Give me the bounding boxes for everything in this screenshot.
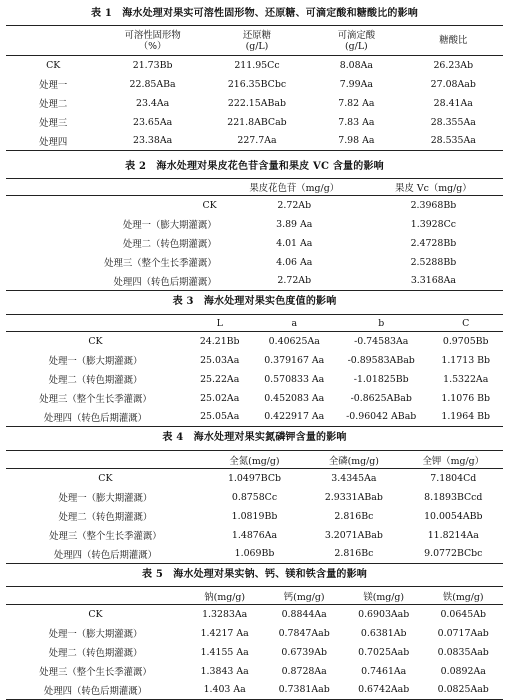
row-label: CK — [98, 472, 113, 484]
table-cell: 3.89 Aa — [276, 218, 313, 230]
table-5-caption: 表 5 海水处理对果实钠、钙、镁和铁含量的影响 — [141, 569, 368, 580]
table-cell: 1.3928Cc — [410, 218, 457, 230]
table-cell: 0.40625Aa — [268, 335, 320, 347]
table-cell: 8.1893BCcd — [424, 491, 483, 503]
table-cell: 0.570833 Aa — [264, 373, 325, 385]
table-cell: 0.379167 Aa — [264, 354, 325, 366]
table-cell: 0.8728Aa — [281, 665, 327, 677]
table-cell: 221.8ABCab — [227, 116, 287, 128]
table-4-header-cell: 全氮(mg/g) — [229, 455, 280, 467]
row-label: CK — [202, 199, 217, 211]
table-4-header-cell: 全钾（mg/g） — [422, 455, 485, 467]
table-1-caption: 表 1 海水处理对果实可溶性固形物、还原糖、可滴定酸和糖酸比的影响 — [90, 8, 419, 19]
table-2-header-blank — [6, 179, 225, 196]
row-label: 处理二（转色期灌溉） — [48, 648, 143, 659]
table-cell: 0.452083 Aa — [264, 392, 325, 404]
table-cell: 2.72Ab — [277, 275, 312, 287]
table-cell: -1.01825Bb — [353, 373, 409, 385]
table-5-header-cell: 钙(mg/g) — [283, 591, 325, 603]
table-cell: 1.3283Aa — [202, 608, 248, 620]
table-3-header-blank — [6, 315, 185, 332]
table-cell: 0.0835Aab — [437, 646, 489, 658]
table-4-header-row — [6, 451, 503, 469]
row-label: 处理二 — [39, 99, 68, 110]
row-label: 处理一（膨大期灌溉） — [58, 493, 153, 504]
table-cell: 0.8758Cc — [231, 491, 278, 503]
table-row — [6, 624, 503, 643]
table-5-header-cell: 镁(mg/g) — [363, 591, 405, 603]
table-row — [6, 94, 503, 113]
table-4-block — [0, 425, 509, 563]
table-5-header-blank — [6, 587, 185, 605]
table-cell: 0.6903Aab — [358, 608, 410, 620]
table-cell: 8.08Aa — [339, 59, 373, 71]
table-cell: 2.72Ab — [277, 199, 312, 211]
table-cell: 1.1964 Bb — [441, 411, 491, 423]
table-cell: 28.41Aa — [433, 97, 473, 109]
table-row — [6, 605, 503, 624]
table-cell: 11.8214Aa — [427, 529, 479, 541]
table-cell: 21.73Bb — [132, 59, 173, 71]
table-2-block — [0, 155, 509, 289]
row-label: CK — [88, 608, 103, 620]
table-1 — [6, 25, 503, 151]
table-5-header-cell: 铁(mg/g) — [442, 591, 484, 603]
table-1-header-cell: 糖酸比 — [439, 35, 468, 46]
row-label: 处理二（转色期灌溉） — [48, 375, 143, 386]
row-label: 处理二（转色期灌溉） — [122, 239, 217, 250]
table-3 — [6, 314, 503, 427]
table-cell: 2.816Bc — [334, 510, 374, 522]
table-1-block — [0, 0, 509, 155]
table-cell: 211.95Cc — [234, 59, 280, 71]
table-4-header-blank — [6, 451, 205, 469]
table-3-header-row — [6, 315, 503, 332]
table-row — [6, 545, 503, 564]
table-cell: 0.0892Aa — [440, 665, 486, 677]
table-5-header-cell: 钠(mg/g) — [204, 591, 246, 603]
table-cell: 0.7381Aab — [278, 684, 330, 696]
table-cell: -0.89583ABab — [347, 354, 415, 366]
table-cell: 222.15ABab — [227, 97, 286, 109]
table-row — [6, 332, 503, 351]
table-cell: 3.4345Aa — [331, 472, 377, 484]
table-cell: 9.0772BCbc — [424, 548, 483, 560]
table-cell: 25.02Aa — [200, 392, 240, 404]
table-cell: 1.1076 Bb — [441, 392, 491, 404]
table-3-header-cell: a — [291, 317, 298, 329]
table-3-block — [0, 289, 509, 425]
table-cell: 23.65Aa — [133, 116, 173, 128]
table-cell: 7.82 Aa — [338, 97, 375, 109]
table-row — [6, 507, 503, 526]
table-cell: 7.1804Cd — [430, 472, 477, 484]
table-cell: 1.4217 Aa — [200, 627, 249, 639]
table-3-header-cell: C — [462, 317, 470, 329]
table-cell: 1.4876Aa — [231, 529, 278, 541]
table-cell: 28.355Aa — [430, 116, 476, 128]
table-cell: -0.96042 ABab — [346, 411, 417, 423]
row-label: 处理二（转色期灌溉） — [58, 512, 153, 523]
table-row — [6, 351, 503, 370]
row-label: 处理三（整个生长季灌溉） — [104, 258, 217, 269]
table-cell: 2.9331ABab — [324, 491, 383, 503]
table-row — [6, 681, 503, 700]
table-5-block — [0, 563, 509, 700]
table-cell: 28.535Aa — [430, 135, 476, 147]
table-cell: 0.8844Aa — [281, 608, 327, 620]
table-cell: 2.816Bc — [334, 548, 374, 560]
table-cell: 10.0054ABb — [424, 510, 483, 522]
table-1-header-row — [6, 26, 503, 56]
table-row — [6, 215, 503, 234]
table-row — [6, 643, 503, 662]
row-label: 处理一（膨大期灌溉） — [122, 220, 217, 231]
table-cell: 1.1713 Bb — [441, 354, 491, 366]
table-row — [6, 113, 503, 132]
table-cell: 4.01 Aa — [276, 237, 313, 249]
table-row — [6, 526, 503, 545]
row-label: 处理四（转色后期灌溉） — [43, 412, 148, 424]
table-cell: 26.23Ab — [433, 59, 474, 71]
table-row — [6, 662, 503, 681]
row-label: 处理一 — [39, 80, 68, 91]
table-2-caption: 表 2 海水处理对果皮花色苷含量和果皮 VC 含量的影响 — [125, 161, 384, 172]
table-cell: 0.7461Aa — [361, 665, 407, 677]
table-cell: 25.22Aa — [200, 373, 240, 385]
table-cell: 3.2071ABab — [324, 529, 383, 541]
table-row — [6, 488, 503, 507]
table-cell: 2.5288Bb — [410, 256, 457, 268]
table-cell: 0.7847Aab — [278, 627, 330, 639]
table-1-header-blank — [6, 26, 100, 56]
table-cell: 1.0497BCb — [227, 472, 282, 484]
row-label: CK — [88, 335, 103, 347]
table-1-header-cell: 可溶性固形物 （%） — [124, 29, 181, 52]
table-cell: -0.8625ABab — [350, 392, 412, 404]
row-label: 处理三（整个生长季灌溉） — [39, 394, 152, 405]
table-1-header-cell: 还原糖 (g/L) — [242, 29, 272, 52]
table-cell: 0.6742Aab — [358, 684, 410, 696]
row-label: 处理四（转色后期灌溉） — [113, 276, 217, 288]
table-row — [6, 132, 503, 151]
row-label: 处理四（转色后期灌溉） — [53, 549, 157, 561]
table-cell: 1.069Bb — [234, 548, 275, 560]
row-label: 处理一（膨大期灌溉） — [48, 629, 143, 640]
table-cell: 0.0825Aab — [437, 684, 489, 696]
table-cell: 7.99Aa — [339, 78, 373, 90]
table-4-caption: 表 4 海水处理对果实氮磷钾含量的影响 — [162, 432, 347, 443]
table-5-header-row — [6, 587, 503, 605]
table-row — [6, 253, 503, 272]
table-5 — [6, 586, 503, 700]
table-cell: 25.03Aa — [200, 354, 240, 366]
table-cell: 23.38Aa — [133, 135, 173, 147]
table-row — [6, 469, 503, 488]
table-row — [6, 272, 503, 291]
table-cell: 0.6739Ab — [281, 646, 327, 658]
table-row — [6, 234, 503, 253]
table-2-header-row — [6, 179, 503, 196]
table-cell: 2.3968Bb — [410, 199, 457, 211]
row-label: 处理三（整个生长季灌溉） — [39, 667, 152, 678]
table-cell: 2.4728Bb — [410, 237, 457, 249]
row-label: 处理四（转色后期灌溉） — [43, 685, 148, 697]
table-cell: 0.422917 Aa — [264, 411, 325, 423]
table-2-header-cell: 果皮 Vc（mg/g） — [395, 183, 472, 194]
table-cell: 1.0819Bb — [231, 510, 278, 522]
table-cell: 0.9705Bb — [442, 335, 489, 347]
table-4 — [6, 450, 503, 564]
table-cell: 27.08Aab — [430, 78, 476, 90]
table-cell: 7.83 Aa — [338, 116, 375, 128]
table-row — [6, 370, 503, 389]
table-3-header-cell: L — [216, 317, 223, 329]
table-row — [6, 196, 503, 215]
table-3-header-cell: b — [378, 317, 385, 329]
table-2 — [6, 178, 503, 291]
table-cell: 24.21Bb — [199, 335, 240, 347]
row-label: 处理一（膨大期灌溉） — [48, 356, 143, 367]
table-cell: 1.5322Aa — [443, 373, 489, 385]
table-3-caption: 表 3 海水处理对果实色度值的影响 — [172, 296, 337, 307]
table-cell: 3.3168Aa — [410, 275, 456, 287]
table-cell: 25.05Aa — [200, 411, 240, 423]
table-cell: 0.0645Ab — [440, 608, 487, 620]
table-row — [6, 408, 503, 427]
table-row — [6, 389, 503, 408]
row-label: 处理三 — [39, 118, 68, 129]
table-cell: 23.4Aa — [135, 97, 170, 109]
table-cell: 0.0717Aab — [437, 627, 489, 639]
table-cell: 0.6381Ab — [360, 627, 407, 639]
table-1-header-cell: 可滴定酸 (g/L) — [337, 29, 376, 52]
table-cell: -0.74583Aa — [354, 335, 409, 347]
table-cell: 227.7Aa — [237, 135, 277, 147]
table-row — [6, 75, 503, 94]
table-cell: 1.4155 Aa — [200, 646, 249, 658]
table-cell: 1.3843 Aa — [200, 665, 249, 677]
table-row — [6, 56, 503, 75]
row-label: 处理四 — [39, 136, 68, 148]
table-cell: 1.403 Aa — [203, 684, 246, 696]
row-label: 处理三（整个生长季灌溉） — [49, 531, 162, 542]
row-label: CK — [46, 59, 61, 71]
table-4-header-cell: 全磷(mg/g) — [328, 455, 379, 467]
table-2-header-cell: 果皮花色苷（mg/g） — [249, 183, 340, 194]
table-cell: 216.35BCbc — [227, 78, 287, 90]
table-cell: 7.98 Aa — [338, 135, 375, 147]
table-cell: 22.85ABa — [129, 78, 176, 90]
table-cell: 4.06 Aa — [276, 256, 313, 268]
table-cell: 0.7025Aab — [358, 646, 410, 658]
